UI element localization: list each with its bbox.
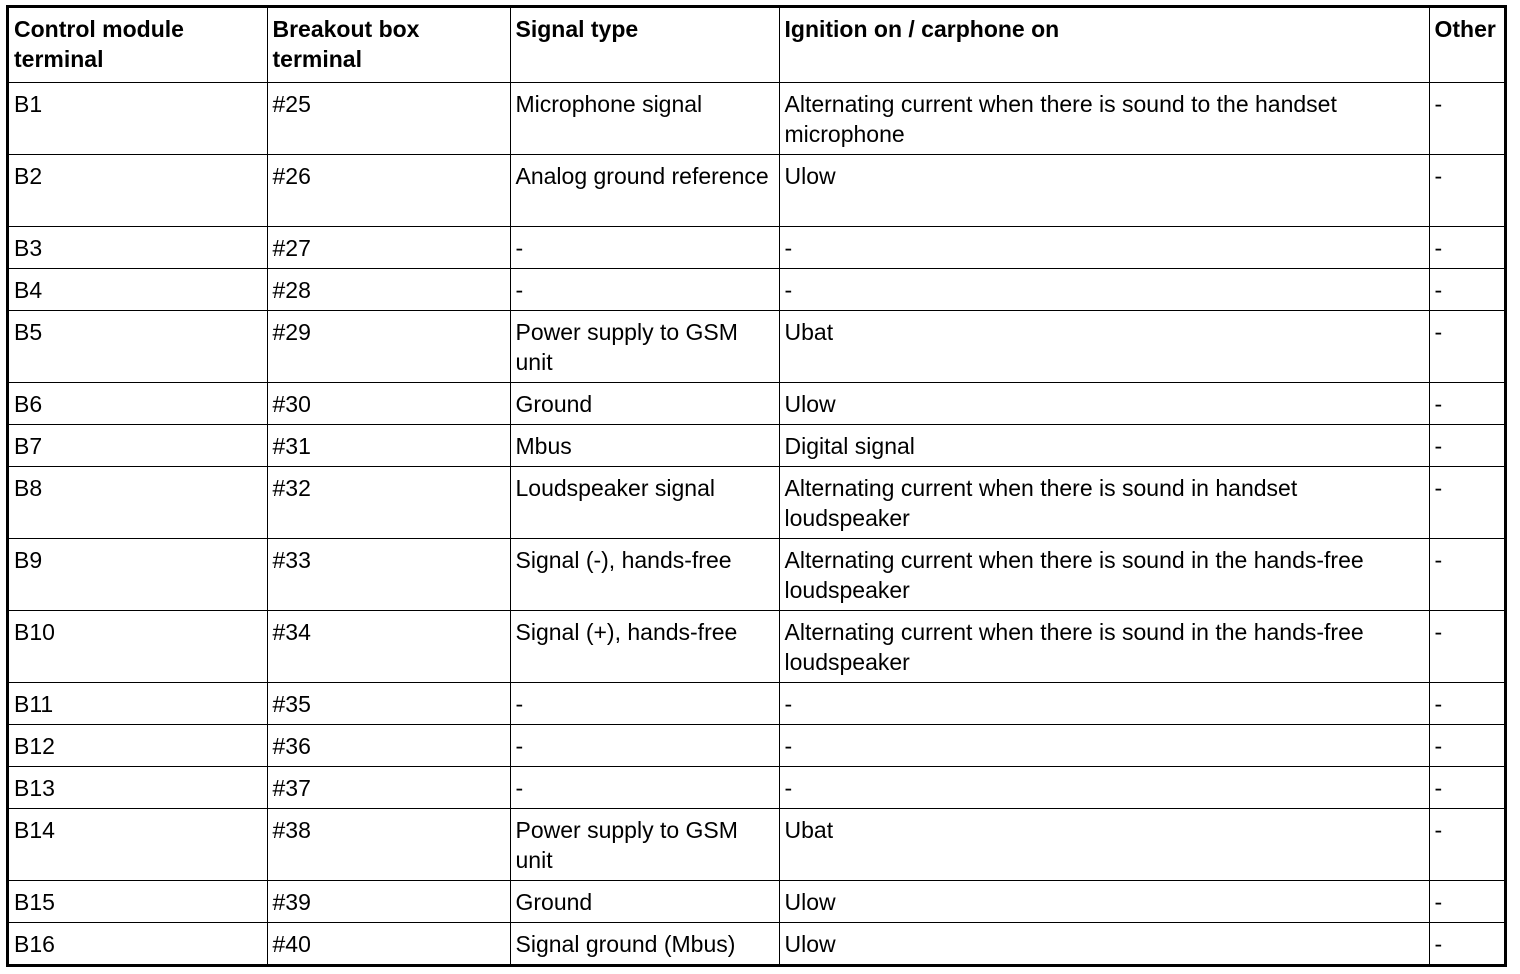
- cell-other: -: [1429, 610, 1507, 682]
- cell-control-module-terminal: B15: [9, 880, 267, 922]
- cell-control-module-terminal: B5: [9, 310, 267, 382]
- cell-ignition-carphone-on: -: [779, 682, 1429, 724]
- cell-control-module-terminal: B2: [9, 154, 267, 226]
- cell-breakout-box-terminal: #40: [267, 922, 510, 964]
- table-row: [9, 154, 1507, 226]
- table-row: [9, 682, 1507, 724]
- cell-other: -: [1429, 808, 1507, 880]
- cell-control-module-terminal: B16: [9, 922, 267, 964]
- cell-signal-type: Ground: [510, 880, 779, 922]
- cell-other: -: [1429, 538, 1507, 610]
- cell-ignition-carphone-on: Alternating current when there is sound to the handset microphone: [779, 82, 1429, 154]
- cell-signal-type: -: [510, 766, 779, 808]
- cell-ignition-carphone-on: Alternating current when there is sound in handset loudspeaker: [779, 466, 1429, 538]
- cell-signal-type: Mbus: [510, 424, 779, 466]
- cell-breakout-box-terminal: #33: [267, 538, 510, 610]
- cell-ignition-carphone-on: Ulow: [779, 922, 1429, 964]
- cell-breakout-box-terminal: #29: [267, 310, 510, 382]
- header-breakout-box-terminal: Breakout box terminal: [267, 8, 510, 82]
- cell-control-module-terminal: B1: [9, 82, 267, 154]
- cell-breakout-box-terminal: #28: [267, 268, 510, 310]
- cell-control-module-terminal: B12: [9, 724, 267, 766]
- cell-other: -: [1429, 226, 1507, 268]
- header-other: Other: [1429, 8, 1507, 82]
- table-row: [9, 808, 1507, 880]
- cell-control-module-terminal: B6: [9, 382, 267, 424]
- terminal-table: [9, 8, 1507, 964]
- table-row: [9, 538, 1507, 610]
- cell-signal-type: Power supply to GSM unit: [510, 808, 779, 880]
- cell-other: -: [1429, 424, 1507, 466]
- cell-other: -: [1429, 268, 1507, 310]
- cell-ignition-carphone-on: -: [779, 724, 1429, 766]
- cell-ignition-carphone-on: Ulow: [779, 880, 1429, 922]
- cell-control-module-terminal: B14: [9, 808, 267, 880]
- table-row: [9, 226, 1507, 268]
- cell-signal-type: Analog ground reference: [510, 154, 779, 226]
- table-row: [9, 466, 1507, 538]
- cell-signal-type: Signal (-), hands-free: [510, 538, 779, 610]
- table-row: [9, 922, 1507, 964]
- cell-breakout-box-terminal: #37: [267, 766, 510, 808]
- cell-other: -: [1429, 382, 1507, 424]
- cell-ignition-carphone-on: Ulow: [779, 382, 1429, 424]
- cell-signal-type: -: [510, 682, 779, 724]
- cell-breakout-box-terminal: #31: [267, 424, 510, 466]
- cell-control-module-terminal: B7: [9, 424, 267, 466]
- cell-control-module-terminal: B8: [9, 466, 267, 538]
- cell-other: -: [1429, 466, 1507, 538]
- cell-signal-type: Ground: [510, 382, 779, 424]
- cell-breakout-box-terminal: #32: [267, 466, 510, 538]
- cell-other: -: [1429, 766, 1507, 808]
- cell-signal-type: Signal (+), hands-free: [510, 610, 779, 682]
- table-row: [9, 268, 1507, 310]
- cell-breakout-box-terminal: #26: [267, 154, 510, 226]
- header-signal-type: Signal type: [510, 8, 779, 82]
- cell-signal-type: -: [510, 724, 779, 766]
- cell-signal-type: Power supply to GSM unit: [510, 310, 779, 382]
- cell-breakout-box-terminal: #27: [267, 226, 510, 268]
- cell-control-module-terminal: B4: [9, 268, 267, 310]
- cell-ignition-carphone-on: -: [779, 268, 1429, 310]
- table-row: [9, 382, 1507, 424]
- cell-breakout-box-terminal: #34: [267, 610, 510, 682]
- cell-ignition-carphone-on: -: [779, 766, 1429, 808]
- cell-signal-type: Signal ground (Mbus): [510, 922, 779, 964]
- cell-ignition-carphone-on: Ubat: [779, 310, 1429, 382]
- cell-signal-type: Loudspeaker signal: [510, 466, 779, 538]
- cell-control-module-terminal: B13: [9, 766, 267, 808]
- cell-other: -: [1429, 682, 1507, 724]
- cell-ignition-carphone-on: Alternating current when there is sound in the hands-free loudspeaker: [779, 538, 1429, 610]
- header-control-module-terminal: Control module terminal: [9, 8, 267, 82]
- table-row: [9, 880, 1507, 922]
- cell-ignition-carphone-on: Alternating current when there is sound in the hands-free loudspeaker: [779, 610, 1429, 682]
- cell-signal-type: -: [510, 226, 779, 268]
- table-row: [9, 82, 1507, 154]
- table-row: [9, 766, 1507, 808]
- cell-signal-type: -: [510, 268, 779, 310]
- cell-other: -: [1429, 154, 1507, 226]
- terminal-table-container: [6, 5, 1507, 967]
- cell-breakout-box-terminal: #39: [267, 880, 510, 922]
- cell-other: -: [1429, 82, 1507, 154]
- cell-control-module-terminal: B10: [9, 610, 267, 682]
- table-header-row: [9, 8, 1507, 82]
- cell-control-module-terminal: B11: [9, 682, 267, 724]
- cell-other: -: [1429, 880, 1507, 922]
- cell-breakout-box-terminal: #25: [267, 82, 510, 154]
- table-row: [9, 610, 1507, 682]
- cell-other: -: [1429, 922, 1507, 964]
- header-ignition-carphone-on: Ignition on / carphone on: [779, 8, 1429, 82]
- table-row: [9, 424, 1507, 466]
- cell-control-module-terminal: B3: [9, 226, 267, 268]
- cell-breakout-box-terminal: #38: [267, 808, 510, 880]
- cell-breakout-box-terminal: #30: [267, 382, 510, 424]
- cell-ignition-carphone-on: Digital signal: [779, 424, 1429, 466]
- cell-other: -: [1429, 724, 1507, 766]
- cell-breakout-box-terminal: #36: [267, 724, 510, 766]
- cell-control-module-terminal: B9: [9, 538, 267, 610]
- table-row: [9, 310, 1507, 382]
- cell-breakout-box-terminal: #35: [267, 682, 510, 724]
- cell-ignition-carphone-on: Ulow: [779, 154, 1429, 226]
- cell-ignition-carphone-on: -: [779, 226, 1429, 268]
- cell-ignition-carphone-on: Ubat: [779, 808, 1429, 880]
- cell-signal-type: Microphone signal: [510, 82, 779, 154]
- cell-other: -: [1429, 310, 1507, 382]
- table-row: [9, 724, 1507, 766]
